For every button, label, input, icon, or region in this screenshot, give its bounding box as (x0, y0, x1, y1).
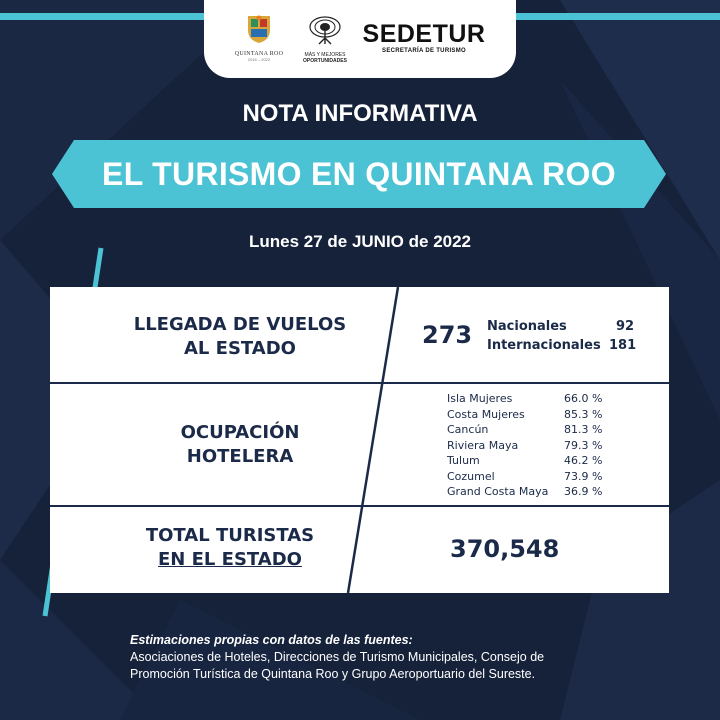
occupancy-percent: 85.3 % (564, 407, 603, 421)
occupancy-label (120, 421, 360, 469)
sedetur-subtitle: SECRETARÍA DE TURISMO (382, 48, 466, 54)
destination-name: Isla Mujeres (447, 392, 513, 405)
occupancy-percent: 73.9 % (564, 469, 603, 483)
list-item (447, 469, 607, 485)
list-item (447, 484, 607, 500)
report-date: Lunes 27 de JUNIO de 2022 (248, 232, 472, 251)
flights-row-value: 181 (609, 338, 637, 353)
tourists-label-line1: TOTAL TURISTAS (145, 525, 315, 546)
sources-footer (130, 632, 690, 683)
destination-name: Cozumel (447, 469, 495, 483)
flights-total: 273 (422, 321, 473, 349)
nota-informativa-heading: NOTA INFORMATIVA (242, 100, 478, 127)
list-item (447, 453, 607, 469)
occupancy-percent: 36.9 % (564, 485, 603, 498)
tourists-total: 370,548 (450, 535, 560, 563)
list-item (447, 407, 607, 423)
flights-row-name: Nacionales (487, 319, 567, 334)
flights-label-line1: LLEGADA DE VUELOS (133, 314, 347, 335)
mas-logo-line1: MÁS Y MEJORES (304, 52, 346, 58)
list-item (447, 438, 607, 454)
banner-title: EL TURISMO EN QUINTANA ROO (102, 156, 616, 192)
destination-name: Riviera Maya (447, 438, 519, 452)
occupancy-percent: 81.3 % (564, 423, 603, 436)
sources-line1: Asociaciones de Hoteles, Direcciones de Turismo Municipales, Consejo de (130, 650, 545, 664)
stats-table (50, 287, 669, 593)
qroo-logo-years: 2016 – 2022 (247, 57, 271, 62)
occupancy-percent: 46.2 % (564, 454, 603, 467)
occupancy-percent: 79.3 % (564, 438, 603, 452)
flights-label-line2: AL ESTADO (184, 338, 296, 359)
destination-name: Cancún (447, 423, 489, 436)
flights-row-internacionales (487, 338, 601, 353)
flights-row-nacionales (487, 319, 567, 334)
sedetur-name: SEDETUR (362, 20, 486, 48)
sources-line2: Promoción Turística de Quintana Roo y Grupo Aeroportuario del Sureste. (130, 667, 536, 681)
mas-logo-line2: OPORTUNIDADES (303, 58, 347, 64)
tourists-label-line2: EN EL ESTADO (158, 549, 302, 570)
sources-lead: Estimaciones propias con datos de las fuentes: (130, 633, 413, 647)
flights-row-value: 92 (616, 319, 635, 334)
qroo-logo-name: QUINTANA ROO (234, 51, 284, 57)
list-item (447, 391, 607, 407)
flights-row-name: Internacionales (487, 338, 601, 353)
occupancy-label-line2: HOTELERA (186, 446, 294, 467)
destination-name: Costa Mujeres (447, 407, 525, 421)
occupancy-percent: 66.0 % (564, 392, 603, 405)
destination-name: Grand Costa Maya (447, 485, 549, 498)
occupancy-list (447, 391, 607, 500)
tourists-label (110, 524, 350, 572)
list-item (447, 422, 607, 438)
flights-label (120, 313, 360, 361)
destination-name: Tulum (447, 454, 480, 467)
occupancy-label-line1: OCUPACIÓN (180, 422, 300, 443)
